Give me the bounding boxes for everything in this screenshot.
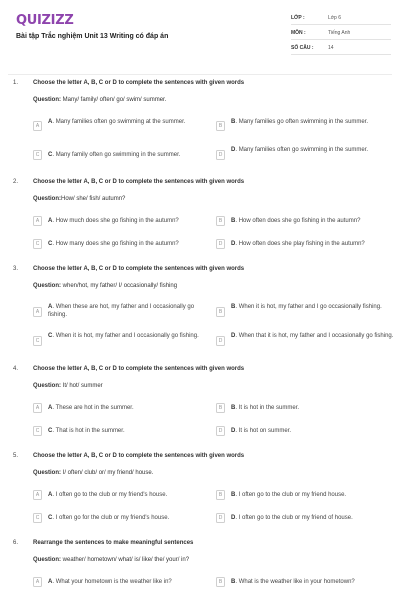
option-sentence: I often go to the club or my friend house. [238, 492, 347, 498]
question-number: 4. [13, 366, 19, 372]
meta-row-question-count [291, 40, 391, 55]
option-letter-box[interactable]: D [216, 426, 225, 436]
option-text: B. What is the weather like in your hometown? [231, 579, 355, 585]
meta-label: MÔN : [291, 30, 306, 36]
option-letter: D [231, 333, 236, 339]
option-text: A. Many families often go swimming at the summer. [48, 119, 186, 125]
question-prompt-text: Many/ family/ often/ go/ swim/ summer. [62, 97, 167, 103]
quizizz-logo: QUIZIZZ [16, 13, 74, 28]
option-text: C. Many family often go swimming in the summer. [48, 152, 181, 158]
question-instruction: Rearrange the sentences to make meaningful sentences [33, 540, 194, 546]
option-letter-box[interactable]: A [33, 307, 42, 317]
option-text: B. Many families go often swimming in the summer. [231, 119, 369, 125]
question-instruction: Choose the letter A, B, C or D to complete the sentences with given words [33, 179, 245, 185]
question-prompt-label: Question: [33, 97, 61, 103]
meta-row-grade [291, 10, 391, 25]
option-letter: C [48, 515, 53, 521]
question-prompt [33, 557, 189, 563]
meta-value: Tiếng Anh [328, 30, 351, 36]
worksheet-title: Bài tập Trắc nghiệm Unit 13 Writing có đáp án [16, 33, 169, 40]
question-instruction: Choose the letter A, B, C or D to complete the sentences with given words [33, 453, 245, 459]
option-sentence: I often go to the club or my friend's house. [55, 492, 168, 498]
option-sentence: How many does she go fishing in the autumn? [55, 241, 179, 247]
question-prompt-text: It/ hot/ summer [62, 383, 103, 389]
question-prompt-label: Question: [33, 383, 61, 389]
option-text: B. It is hot in the summer. [231, 405, 300, 411]
question-instruction: Choose the letter A, B, C or D to complete the sentences with given words [33, 266, 245, 272]
question-prompt [33, 470, 153, 476]
question-prompt-label: Question: [33, 557, 61, 563]
meta-value: Lớp 6 [328, 15, 342, 21]
question-number: 1. [13, 80, 19, 86]
option-letter-box[interactable]: A [33, 403, 42, 413]
option-letter: A [48, 218, 53, 224]
option-letter: C [48, 428, 53, 434]
option-letter: C [48, 152, 53, 158]
question-prompt [33, 383, 103, 389]
option-sentence: How often does she go fishing in the autumn? [238, 218, 361, 224]
option-letter-box[interactable]: D [216, 239, 225, 249]
option-text: D. Many families often go swimming in the summer. [231, 147, 369, 153]
option-letter: B [231, 405, 236, 411]
option-sentence: These are hot in the summer. [55, 405, 134, 411]
option-letter-box[interactable]: A [33, 216, 42, 226]
question-number: 3. [13, 266, 19, 272]
meta-underline [291, 54, 391, 55]
option-text: C. That is hot in the summer. [48, 428, 125, 434]
option-letter: C [48, 241, 53, 247]
option-sentence: When that it is hot, my father and I occasionally go fishing. [238, 333, 394, 339]
question-number: 6. [13, 540, 19, 546]
option-letter: D [231, 241, 236, 247]
option-letter: A [48, 492, 53, 498]
option-letter: A [48, 119, 53, 125]
option-sentence: It is hot in the summer. [238, 405, 300, 411]
worksheet-header [0, 0, 400, 72]
option-sentence: Many families go often swimming in the summer. [238, 119, 369, 125]
option-letter: D [231, 515, 236, 521]
question-prompt-label: Question: [33, 196, 61, 202]
option-sentence: What is the weather like in your hometown? [238, 579, 355, 585]
worksheet-meta [291, 10, 391, 55]
option-text: C. How many does she go fishing in the autumn? [48, 241, 179, 247]
option-sentence: How much does she go fishing in the autumn? [55, 218, 179, 224]
header-divider [8, 74, 392, 75]
option-letter-box[interactable]: D [216, 513, 225, 523]
option-letter-box[interactable]: A [33, 121, 42, 131]
option-letter: B [231, 119, 236, 125]
option-letter-box[interactable]: C [33, 513, 42, 523]
option-sentence: I often go to the club or my friend of house. [238, 515, 353, 521]
question-number: 2. [13, 179, 19, 185]
option-sentence: How often does she play fishing in the autumn? [238, 241, 365, 247]
option-text: A. I often go to the club or my friend's house. [48, 492, 168, 498]
option-letter-box[interactable]: D [216, 336, 225, 346]
option-text: B. I often go to the club or my friend house. [231, 492, 347, 498]
question-prompt-text: I/ often/ club/ or/ my friend/ house. [62, 470, 154, 476]
option-text: B. When it is hot, my father and I go occasionally fishing. [231, 304, 382, 310]
meta-row-subject [291, 25, 391, 40]
option-letter: D [231, 428, 236, 434]
option-letter: C [48, 333, 53, 339]
option-text: B. How often does she go fishing in the autumn? [231, 218, 361, 224]
option-text: A. What your hometown is the weather like in? [48, 579, 172, 585]
option-sentence: That is hot in the summer. [55, 428, 125, 434]
option-letter: B [231, 492, 236, 498]
question-prompt-text: How/ she/ fish/ autumn? [61, 196, 126, 202]
option-sentence: It is hot on summer. [238, 428, 292, 434]
option-sentence: Many families often go swimming at the summer. [55, 119, 186, 125]
option-letter: A [48, 304, 53, 310]
option-text: D. It is hot on summer. [231, 428, 292, 434]
option-sentence: I often go for the club or my friend's house. [55, 515, 170, 521]
question-instruction: Choose the letter A, B, C or D to complete the sentences with given words [33, 80, 245, 86]
option-text: A. When these are hot, my father and I occasionally go fishing. [48, 304, 195, 319]
question-prompt-text: weather/ hometown/ what/ is/ like/ the/ your/ in? [62, 557, 190, 563]
option-letter: B [231, 579, 236, 585]
option-letter: A [48, 579, 53, 585]
meta-label: LỚP : [291, 15, 305, 21]
question-prompt [33, 196, 125, 202]
option-letter-box[interactable]: C [33, 336, 42, 346]
meta-label: SỐ CÂU : [291, 45, 314, 51]
question-instruction: Choose the letter A, B, C or D to complete the sentences with given words [33, 366, 245, 372]
option-sentence: When it is hot, my father and I occasionally go fishing. [55, 333, 199, 339]
question-prompt-text: when/hot, my father/ I/ occasionally/ fishing [62, 283, 178, 289]
option-text: D. When that it is hot, my father and I occasionally go fishing. [231, 333, 394, 339]
question-number: 5. [13, 453, 19, 459]
option-sentence: When it is hot, my father and I go occasionally fishing. [238, 304, 382, 310]
option-letter-box[interactable]: B [216, 216, 225, 226]
option-letter: A [48, 405, 53, 411]
option-text: A. How much does she go fishing in the autumn? [48, 218, 179, 224]
option-letter-box[interactable]: A [33, 490, 42, 500]
option-letter: D [231, 147, 236, 153]
option-text: A. These are hot in the summer. [48, 405, 134, 411]
question-prompt-label: Question: [33, 470, 61, 476]
option-sentence: Many families often go swimming in the summer. [238, 147, 369, 153]
option-letter-box[interactable]: D [216, 150, 225, 160]
option-letter: B [231, 304, 236, 310]
option-letter-box[interactable]: C [33, 150, 42, 160]
option-letter-box[interactable]: B [216, 577, 225, 587]
option-sentence: Many family often go swimming in the summer. [55, 152, 181, 158]
option-letter-box[interactable]: C [33, 426, 42, 436]
option-letter-box[interactable]: C [33, 239, 42, 249]
option-letter: B [231, 218, 236, 224]
option-text: C. When it is hot, my father and I occasionally go fishing. [48, 333, 199, 339]
meta-value: 14 [328, 45, 334, 51]
question-prompt [33, 283, 177, 289]
option-letter-box[interactable]: A [33, 577, 42, 587]
option-letter-box[interactable]: B [216, 121, 225, 131]
option-text: D. I often go to the club or my friend of house. [231, 515, 353, 521]
option-letter-box[interactable]: B [216, 490, 225, 500]
question-prompt-label: Question: [33, 283, 61, 289]
option-sentence: When these are hot, my father and I occasionally go fishing. [48, 304, 195, 319]
option-text: D. How often does she play fishing in the autumn? [231, 241, 365, 247]
option-letter-box[interactable]: B [216, 307, 225, 317]
option-sentence: What your hometown is the weather like in? [55, 579, 172, 585]
option-text: C. I often go for the club or my friend's house. [48, 515, 170, 521]
question-prompt [33, 97, 166, 103]
option-letter-box[interactable]: B [216, 403, 225, 413]
